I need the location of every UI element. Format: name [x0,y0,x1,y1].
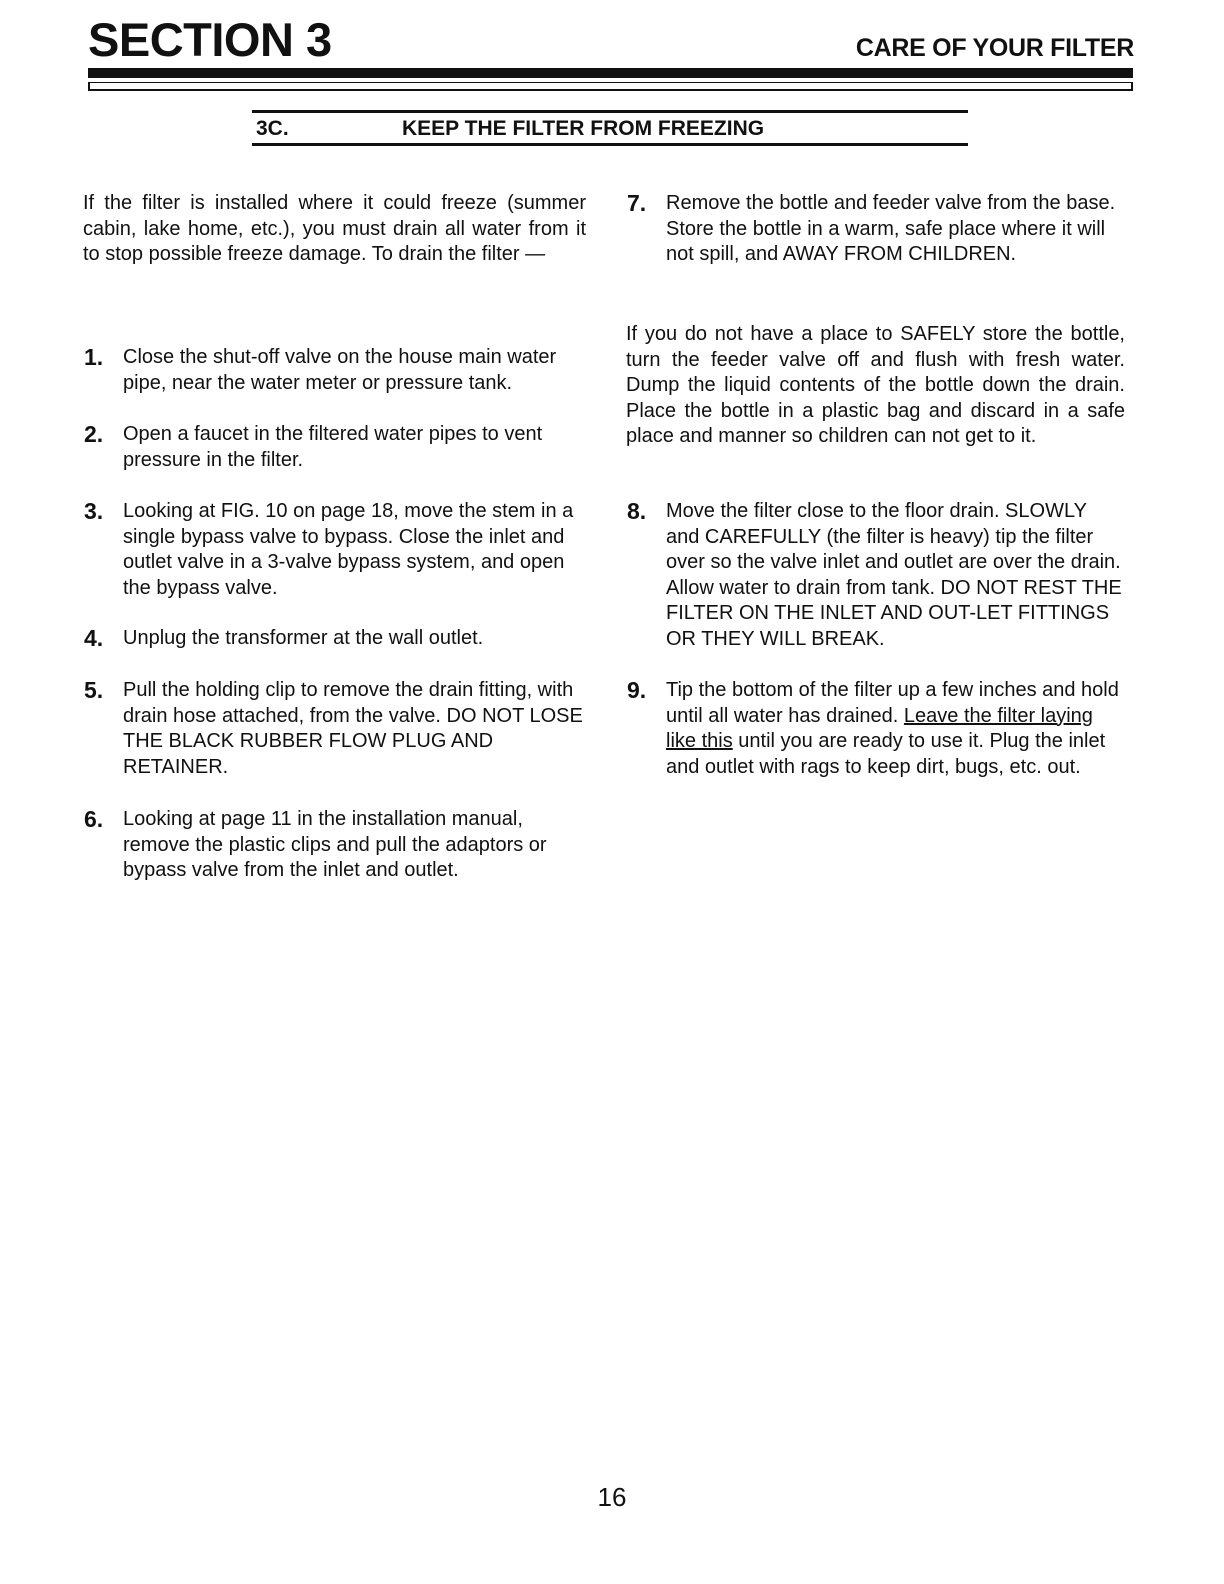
step-number: 3. [84,498,104,524]
subsection-number: 3C. [256,117,289,140]
intro-text: If the filter is installed where it could freeze (summer cabin, lake home, etc.), you must drain all water from it to stop possible freeze damage. To drain the filter — [83,192,586,265]
step-number: 4. [84,625,104,651]
step-text [666,678,1124,780]
step-number: 6. [84,806,104,832]
step-text: Looking at page 11 in the installation manual, remove the plastic clips and pull the adaptors or bypass valve from the inlet and outlet. [123,808,547,881]
section-subtitle: CARE OF YOUR FILTER [855,34,1134,62]
step-number: 9. [627,677,647,703]
safety-note-text: If you do not have a place to SAFELY store the bottle, turn the feeder valve off and flush with fresh water. Dump the liquid contents of the bottle down the drain. Place the bottle in a plastic bag and discard in a safe place and manner so children can not get to it. [626,323,1125,447]
section-title: SECTION 3 [88,13,332,66]
safety-note [626,322,1125,450]
intro-paragraph [83,191,586,268]
step-number: 2. [84,421,104,447]
subsection-rule-bottom [252,143,968,146]
step-text: Unplug the transformer at the wall outlet. [123,627,484,649]
header-rule [88,68,1133,78]
step-number: 5. [84,677,104,703]
step-text-after: until you are ready to use it. Plug the inlet and outlet with rags to keep dirt, bugs, etc. out. [666,730,1106,778]
step-text-underlined: Leave the filter laying like this [666,704,1093,752]
step-text: Close the shut-off valve on the house main water pipe, near the water meter or pressure tank. [123,346,557,394]
step-text: Looking at FIG. 10 on page 18, move the stem in a single bypass valve to bypass. Close the inlet and outlet valve in a 3-valve bypass system, and open the bypass valve. [123,500,574,599]
subsection-title: KEEP THE FILTER FROM FREEZING [402,117,765,140]
header-rule-box [88,82,1133,91]
step-text: Remove the bottle and feeder valve from the base. Store the bottle in a warm, safe place where it will not spill, and AWAY FROM CHILDREN. [666,192,1116,265]
subsection-rule-top [252,110,968,113]
step-text: Open a faucet in the filtered water pipes to vent pressure in the filter. [123,423,543,471]
step-text: Pull the holding clip to remove the drain fitting, with drain hose attached, from the valve. DO NOT LOSE THE BLACK RUBBER FLOW PLUG AND RETAINER. [123,679,583,778]
step-number: 8. [627,498,647,524]
page-number: 16 [597,1482,627,1512]
step-text: Move the filter close to the floor drain. SLOWLY and CAREFULLY (the filter is heavy) tip the filter over so the valve inlet and outlet are over the drain. Allow water to drain from tank. DO NOT REST THE FILTER ON THE INLET AND OUT-LET FITTINGS OR THEY WILL BREAK. [666,500,1122,650]
step-number: 7. [627,190,647,216]
step-text-before: Tip the bottom of the filter up a few inches and hold until all water has drained. [666,679,1119,727]
step-number: 1. [84,344,104,370]
